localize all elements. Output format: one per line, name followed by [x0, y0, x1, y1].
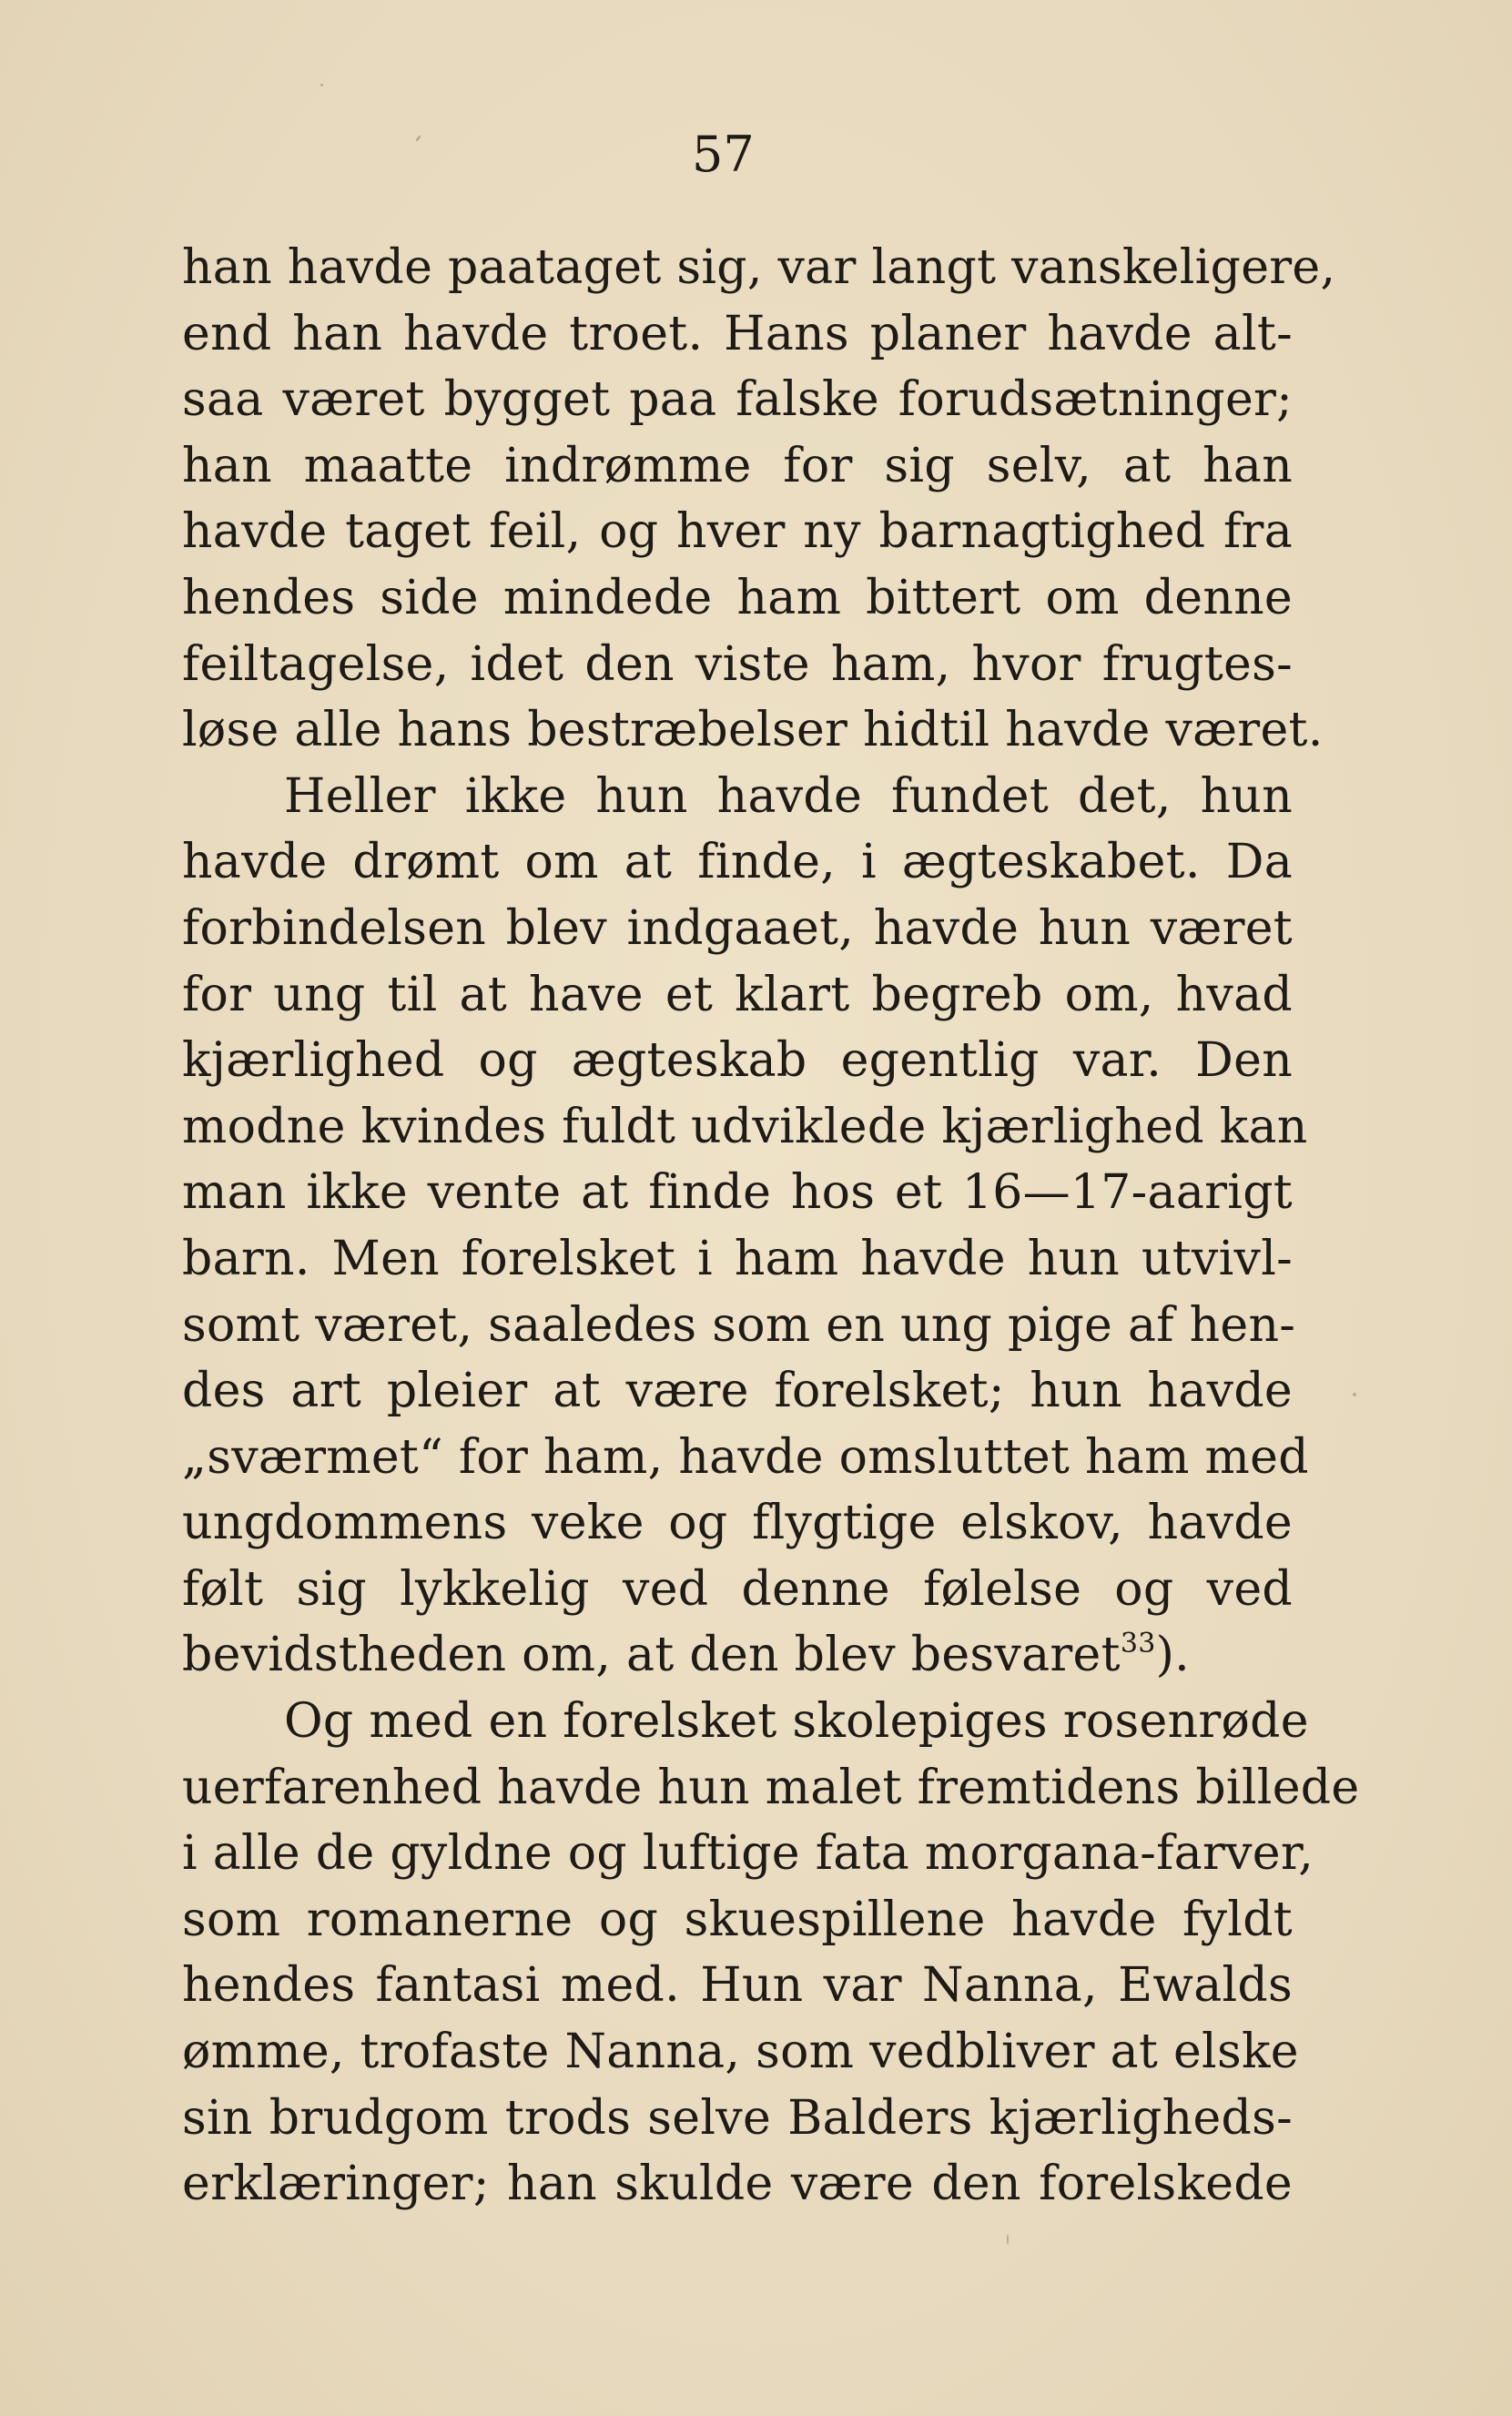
text-line: hendes fantasi med. Hun var Nanna, Ewalds — [182, 1958, 1293, 2014]
text-line: Heller ikke hun havde fundet det, hun — [284, 768, 1293, 824]
text-line: for ung til at have et klart begreb om, hvad — [182, 967, 1293, 1022]
text-line-with-footnote — [182, 1622, 1293, 1689]
text-line: feiltagelse, idet den viste ham, hvor frugtes- — [182, 636, 1293, 692]
text-line: des art pleier at være forelsket; hun havde — [182, 1364, 1293, 1419]
text-line: som romanerne og skuespillene havde fyldt — [182, 1892, 1293, 1947]
text-line: havde taget feil, og hver ny barnagtighed fra — [182, 504, 1293, 560]
text-line: saa været bygget paa falske forudsætninger; — [182, 372, 1293, 428]
text-line: erklæringer; han skulde være den forelskede — [182, 2157, 1293, 2212]
text-line: hendes side mindede ham bittert om denne — [182, 570, 1293, 625]
body-text — [182, 235, 1360, 2218]
text-line: kjærlighed og ægteskab egentlig var. Den — [182, 1033, 1293, 1089]
line-tail: ). — [1155, 1628, 1191, 1683]
footnote-reference[interactable]: 33 — [1120, 1628, 1156, 1660]
text-line: modne kvindes fuldt udviklede kjærlighed kan — [182, 1099, 1308, 1154]
text-line: han maatte indrømme for sig selv, at han — [182, 438, 1293, 493]
text-line: han havde paataget sig, var langt vanskeligere, — [182, 240, 1336, 295]
text-line: forbindelsen blev indgaaet, havde hun været — [182, 900, 1293, 956]
text-line: sin brudgom trods selve Balders kjærligheds- — [182, 2090, 1293, 2146]
text-line: følt sig lykkelig ved denne følelse og ved — [182, 1561, 1293, 1617]
text-line: somt været, saaledes som en ung pige af hen- — [182, 1297, 1296, 1353]
text-line: end han havde troet. Hans planer havde alt- — [182, 306, 1293, 361]
text-line: barn. Men forelsket i ham havde hun utvivl- — [182, 1231, 1293, 1286]
text-line: ømme, trofaste Nanna, som vedbliver at elske — [182, 2025, 1299, 2080]
paper-speck — [415, 135, 421, 142]
text-line: uerfarenhed havde hun malet fremtidens billede — [182, 1760, 1360, 1815]
page-number: 57 — [692, 126, 755, 183]
text-line: ungdommens veke og flygtige elskov, havde — [182, 1496, 1293, 1551]
text-line: man ikke vente at finde hos et 16—17-aarigt — [182, 1165, 1293, 1221]
text-line: „sværmet“ for ham, havde omsluttet ham med — [182, 1429, 1309, 1485]
text-line: Og med en forelsket skolepiges rosenrøde — [284, 1694, 1309, 1750]
text-line: i alle de gyldne og luftige fata morgana-farver, — [182, 1826, 1314, 1882]
paper-speck — [320, 84, 323, 86]
text-line: løse alle hans bestræbelser hidtil havde været. — [182, 703, 1324, 758]
paper-speck — [1353, 1393, 1356, 1396]
line-text: bevidstheden om, at den blev besvaret — [182, 1628, 1121, 1683]
text-line: havde drømt om at finde, i ægteskabet. Da — [182, 835, 1293, 890]
paper-speck — [1007, 2234, 1009, 2245]
